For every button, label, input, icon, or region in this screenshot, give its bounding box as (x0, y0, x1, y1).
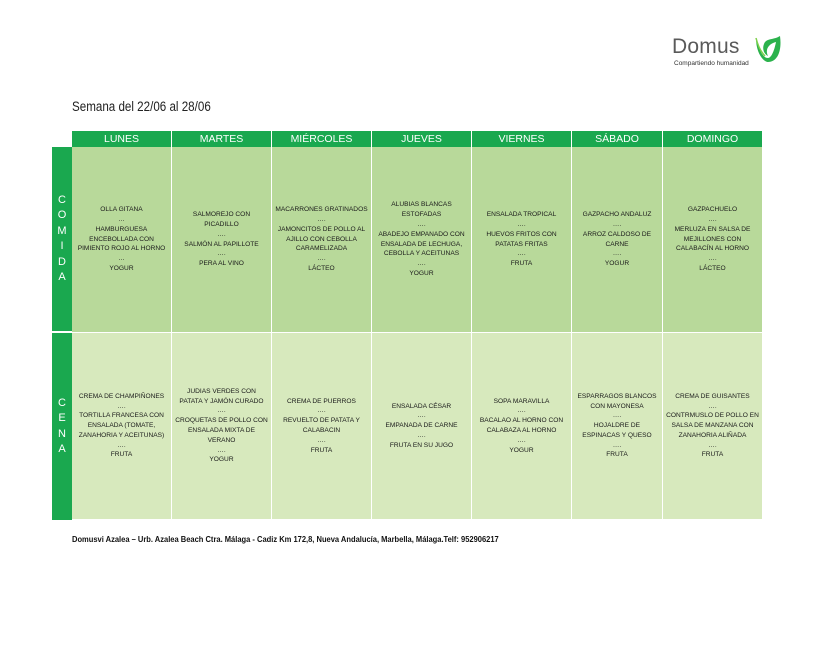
menu-line: YOGUR (209, 456, 234, 464)
menu-line: …. (117, 402, 126, 410)
row-label-letter: D (58, 255, 66, 268)
row-label-letter: O (57, 209, 67, 221)
menu-line: …. (217, 407, 226, 415)
menu-cell (572, 147, 663, 333)
menu-line: REVUELTO DE PATATA Y CALABACIN (283, 417, 360, 434)
menu-line: HOJALDRE DE ESPINACAS Y QUESO (582, 422, 652, 439)
menu-line: YOGUR (604, 260, 630, 268)
table-corner (52, 131, 72, 147)
day-header: MIÉRCOLES (272, 131, 372, 147)
menu-cell (472, 333, 572, 520)
row-label-letter: C (58, 193, 66, 206)
menu-line: ENSALADA TROPICAL (486, 211, 557, 219)
day-header: DOMINGO (663, 131, 763, 147)
menu-cell (472, 147, 572, 333)
menu-line: CONTRMUSLO DE POLLO EN SALSA DE MANZANA CON ZANAHORIA ALIÑADA (666, 412, 759, 439)
menu-line: GAZPACHUELO (687, 206, 738, 214)
menu-cell (372, 333, 472, 520)
menu-line: …. (217, 250, 226, 258)
menu-line: …. (708, 255, 717, 263)
menu-line: …. (317, 436, 326, 444)
menu-line: … (118, 216, 125, 223)
menu-line: SALMÓN AL PAPILLOTE (184, 240, 259, 248)
menu-line: SALMOREJO CON PICADILLO (192, 211, 251, 228)
menu-cell (172, 147, 272, 333)
menu-line: PERA AL VINO (199, 260, 244, 268)
brand-logo (672, 32, 792, 72)
row-label-cena (52, 333, 72, 520)
menu-line: …. (612, 220, 622, 228)
menu-line: LÁCTEO (308, 264, 335, 272)
row-label-comida (52, 147, 72, 333)
day-header: MARTES (172, 131, 272, 147)
footer-address: Domusvi Azalea – Urb. Azalea Beach Ctra. Málaga - Cadiz Km 172,8, Nueva Andalucía, Marbella, Málaga.Telf: 952906217 (72, 534, 499, 544)
menu-line: FRUTA EN SU JUGO (389, 441, 454, 449)
menu-cell (572, 333, 663, 520)
menu-line: JAMONCITOS DE POLLO AL AJILLO CON CEBOLLA CARAMELIZADA (277, 225, 366, 253)
menu-line: …. (317, 407, 326, 415)
menu-line: ARROZ CALDOSO DE CARNE (582, 230, 652, 248)
day-header: VIERNES (472, 131, 572, 147)
menu-table (52, 131, 763, 520)
menu-line: …. (417, 431, 426, 439)
leaf-heart-icon (752, 32, 784, 66)
row-label-letter: M (57, 224, 67, 237)
menu-cell (372, 147, 472, 333)
menu-line: …. (117, 441, 126, 449)
logo-wordmark: Domus (672, 35, 740, 58)
menu-line: FRUTA (606, 451, 628, 459)
menu-line: …. (708, 402, 717, 410)
row-label-letter: E (58, 412, 66, 424)
menu-line: TORTILLA FRANCESA CON ENSALADA (TOMATE, ZANAHORIA Y ACEITUNAS) (78, 412, 165, 439)
logo-tagline: Compartiendo humanidad (674, 60, 749, 67)
menu-line: CREMA DE CHAMPIÑONES (78, 392, 165, 400)
menu-line: …. (417, 412, 426, 420)
menu-line: OLLA GITANA (100, 206, 143, 214)
menu-line: ABADEJO EMPANADO CON ENSALADA DE LECHUGA, CEBOLLA Y ACEITUNAS (378, 230, 465, 258)
menu-line: … (118, 255, 125, 263)
menu-line: CROQUETAS DE POLLO CON ENSALADA MIXTA DE VERANO (175, 417, 268, 444)
menu-line: EMPANADA DE CARNE (385, 422, 458, 430)
menu-line: ENSALADA CÉSAR (391, 402, 452, 410)
menu-line: SOPA MARAVILLA (493, 397, 550, 405)
row-label-letter: A (58, 271, 66, 283)
menu-line: …. (708, 441, 717, 449)
menu-line: …. (612, 250, 622, 258)
menu-line: CREMA DE GUISANTES (675, 392, 750, 400)
menu-line: MACARRONES GRATINADOS (275, 206, 368, 214)
menu-line: …. (317, 255, 326, 263)
menu-line: …. (217, 230, 226, 238)
menu-line: JUDIAS VERDES CON PATATA Y JAMÓN CURADO (179, 387, 264, 405)
menu-line: …. (612, 441, 622, 449)
menu-line: FRUTA (310, 446, 333, 454)
menu-line: …. (217, 446, 226, 454)
menu-line: YOGUR (409, 269, 434, 277)
menu-cell (72, 147, 172, 333)
menu-cell (272, 333, 372, 520)
menu-line: LÁCTEO (699, 264, 726, 272)
menu-line: …. (517, 250, 526, 258)
menu-line: YOGUR (509, 446, 534, 454)
row-label-letter: I (60, 240, 64, 252)
menu-line: CREMA DE PUERROS (287, 397, 356, 405)
menu-line: FRUTA (110, 451, 133, 459)
menu-line: BACALAO AL HORNO CON CALABAZA AL HORNO (479, 417, 564, 434)
row-label-letter: C (58, 396, 66, 409)
day-header: LUNES (72, 131, 172, 147)
menu-line: …. (517, 220, 526, 228)
row-label-letter: N (58, 427, 66, 440)
menu-line: …. (612, 412, 622, 420)
menu-line: …. (417, 260, 426, 268)
menu-line: HAMBURGUESA ENCEBOLLADA CON PIMIENTO ROJO AL HORNO (77, 225, 166, 253)
menu-line: YOGUR (109, 264, 134, 272)
day-header: SÁBADO (572, 131, 663, 147)
week-label: Semana del 22/06 al 28/06 (72, 99, 211, 114)
menu-line: …. (708, 216, 717, 223)
menu-cell (72, 333, 172, 520)
menu-line: …. (417, 220, 426, 228)
menu-line: …. (517, 436, 526, 444)
menu-cell (663, 147, 763, 333)
menu-line: ESPARRAGOS BLANCOS CON MAYONESA (577, 392, 657, 410)
menu-cell (172, 333, 272, 520)
day-header: JUEVES (372, 131, 472, 147)
menu-line: FRUTA (510, 260, 533, 268)
menu-cell (272, 147, 372, 333)
menu-cell (663, 333, 763, 520)
menu-line: GAZPACHO ANDALUZ (582, 211, 652, 219)
menu-line: MERLUZA EN SALSA DE MEJILLONES CON CALABACÍN AL HORNO (674, 225, 751, 253)
menu-line: …. (517, 407, 526, 415)
menu-line: FRUTA (701, 451, 724, 459)
menu-line: HUEVOS FRITOS CON PATATAS FRITAS (486, 230, 557, 248)
menu-line: ALUBIAS BLANCAS ESTOFADAS (391, 201, 452, 219)
menu-line: …. (317, 216, 326, 223)
row-label-letter: A (58, 443, 66, 455)
